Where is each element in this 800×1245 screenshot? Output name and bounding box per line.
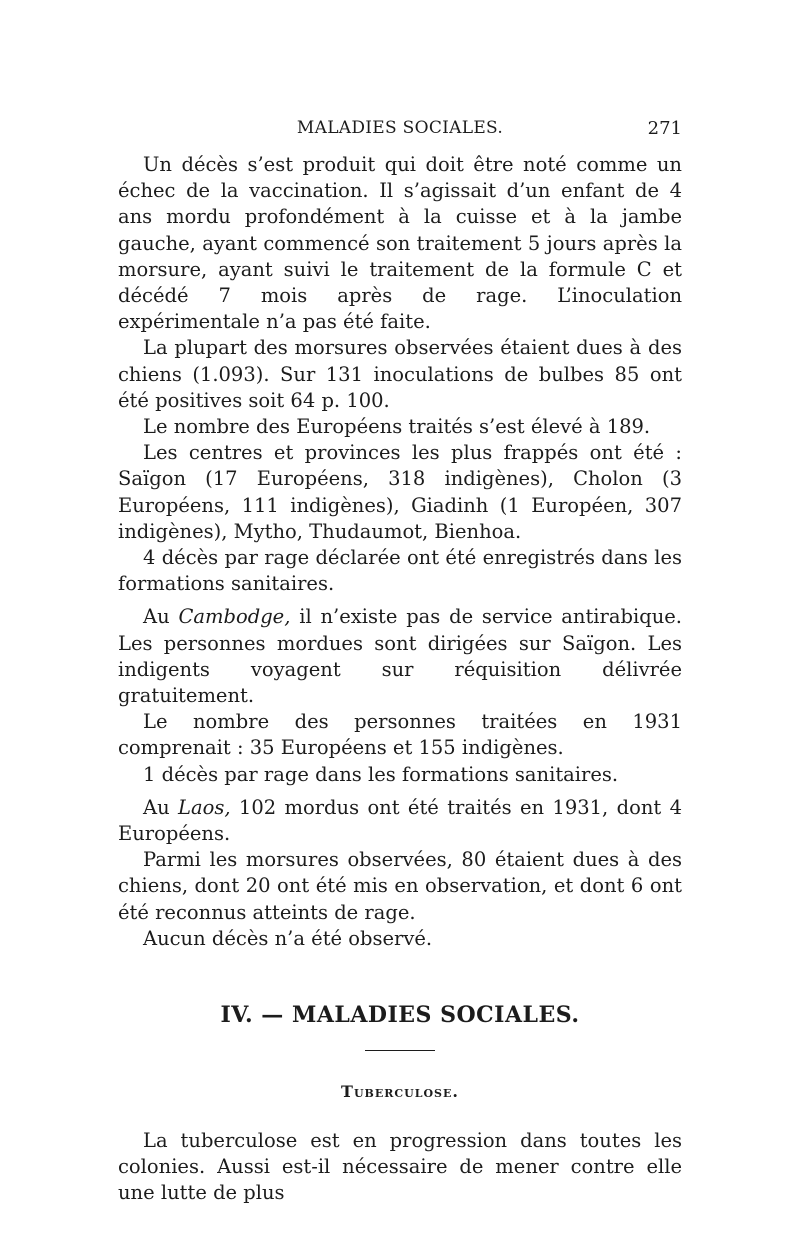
cambodge-lead: Au: [143, 605, 170, 629]
paragraph-bites-dogs: La plupart des morsures observées étaient dues à des chiens (1.093). Sur 131 inoculations de bulbes 85 ont été positives soit 64 p. 100.: [118, 336, 682, 412]
running-title: MALADIES SOCIALES.: [296, 118, 504, 138]
cambodge-place: Cambodge,: [178, 605, 291, 629]
paragraph-no-death: Aucun décès n’a été observé.: [143, 926, 433, 950]
paragraph-laos: [118, 795, 682, 847]
section-heading: IV. — MALADIES SOCIALES.: [220, 1002, 580, 1029]
cambodge-text: il n’existe pas de service antirabique. Les personnes mordues sont dirigées sur Saïgon. Les indigents voyagent sur réquisition délivrée gratuitement.: [118, 605, 682, 708]
body-text: [118, 152, 682, 1206]
paragraph-persons-treated-1931: Le nombre des personnes traitées en 1931 comprenait : 35 Européens et 155 indigènes.: [118, 710, 682, 760]
page-number: 271: [647, 118, 682, 139]
paragraph-vaccination-failure: Un décès s’est produit qui doit être noté comme un échec de la vaccination. Il s’agissait d’un enfant de 4 ans mordu profondément à la cuisse et à la jambe gauche, ayant commencé son traitement 5 jours après la morsure, ayant suivi le traitement de la formule C et décédé 7 mois après de rage. L’inoculation expérimentale n’a pas été faite.: [118, 153, 682, 334]
paragraph-europeans-treated: Le nombre des Européens traités s’est élevé à 189.: [143, 415, 651, 439]
paragraph-centres-provinces: Les centres et provinces les plus frappés ont été : Saïgon (17 Européens, 318 indigènes), Cholon (3 Européens, 111 indigènes), Giadinh (1 Européen, 307 indigènes), Mytho, Thudaumot, Bienhoa.: [118, 441, 682, 543]
laos-text: 102 mordus ont été traités en 1931, dont 4 Européens.: [118, 795, 682, 846]
paragraph-cambodge: [118, 604, 682, 709]
paragraph-laos-bites: Parmi les morsures observées, 80 étaient dues à des chiens, dont 20 ont été mis en observation, et dont 6 ont été reconnus atteints de rage.: [118, 848, 682, 924]
running-header: [118, 118, 682, 142]
paragraph-one-death: 1 décès par rage dans les formations sanitaires.: [143, 762, 619, 786]
laos-lead: Au: [143, 795, 170, 819]
subheading-tuberculose: Tuberculose.: [341, 1082, 459, 1102]
heading-divider: [365, 1050, 435, 1051]
laos-place: Laos,: [178, 795, 231, 819]
paragraph-deaths-declared: 4 décès par rage déclarée ont été enregistrés dans les formations sanitaires.: [118, 546, 682, 596]
paragraph-tuberculose: La tuberculose est en progression dans toutes les colonies. Aussi est-il nécessaire de mener contre elle une lutte de plus: [118, 1128, 682, 1204]
